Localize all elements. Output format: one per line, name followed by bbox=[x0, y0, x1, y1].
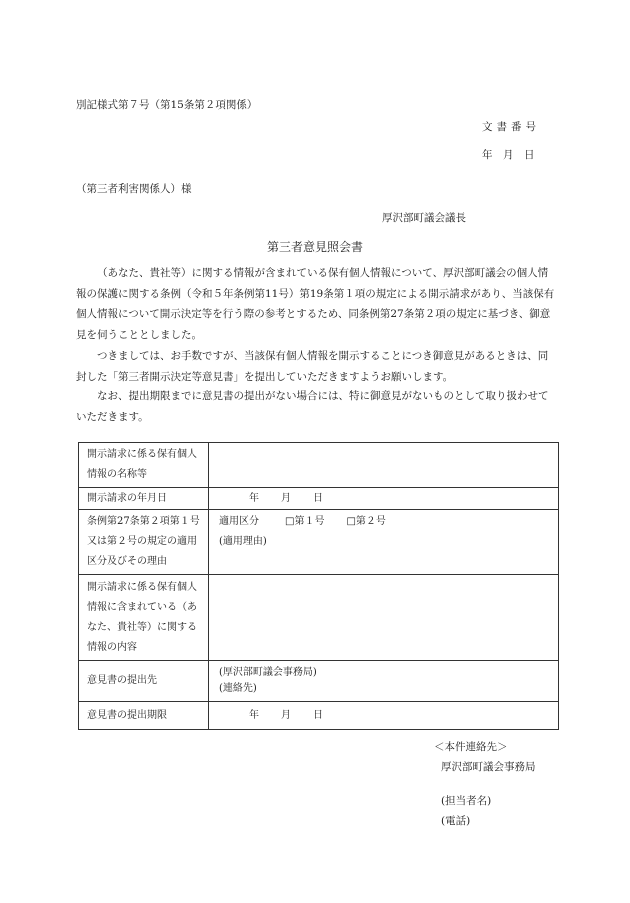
info-table bbox=[78, 442, 559, 730]
row-value-request-date bbox=[209, 488, 559, 510]
body-paragraph-3: なお、提出期限までに意見書の提出がない場合には、特に御意見がないものとして取り扱わせていただきます。 bbox=[76, 390, 549, 423]
row-value-applicable-category bbox=[209, 510, 559, 575]
contact-person: (担当者名) bbox=[441, 795, 492, 807]
row-value-submission-deadline bbox=[209, 702, 559, 730]
request-month: 月 bbox=[281, 492, 291, 504]
deadline-year: 年 bbox=[249, 709, 259, 721]
destination-office: (厚沢部町議会事務局) bbox=[219, 667, 317, 678]
body-paragraph-1: （あなた、貴社等）に関する情報が含まれている保有個人情報について、厚沢部町議会の個人情報の保護に関する条例（令和５年条例第11号）第19条第１項の規定による開示請求があり、当該保有個人情報について開示決定等を行う際の参考とするため、同条例第27条第２項の規定に基づき、御意見を伺うこととしました。 bbox=[76, 267, 555, 341]
row-label-submission-destination: 意見書の提出先 bbox=[79, 661, 209, 702]
deadline-month: 月 bbox=[281, 709, 291, 721]
document-date: 年 月 日 bbox=[482, 149, 535, 161]
request-year: 年 bbox=[249, 492, 259, 504]
row-value-submission-destination bbox=[209, 661, 559, 702]
row-label-request-date: 開示請求の年月日 bbox=[79, 488, 209, 510]
recipient: （第三者利害関係人）様 bbox=[76, 183, 192, 195]
document-number: 文書番号 bbox=[482, 121, 540, 133]
request-day: 日 bbox=[313, 492, 323, 504]
table-row bbox=[79, 575, 559, 661]
body-paragraph-2: つきましては、お手数ですが、当該保有個人情報を開示することにつき御意見があるときは、同封した「第三者開示決定等意見書」を提出していただきますようお願いします。 bbox=[76, 350, 549, 383]
row-label-applicable-category: 条例第27条第２項第１号又は第２号の規定の適用区分及びその理由 bbox=[79, 510, 209, 575]
row-value-info-name bbox=[209, 443, 559, 488]
table-row bbox=[79, 510, 559, 575]
category-option-2: □第２号 bbox=[346, 516, 386, 527]
page-title: 第三者意見照会書 bbox=[266, 240, 363, 254]
row-label-info-content: 開示請求に係る保有個人情報に含まれている（あなた、貴社等）に関する情報の内容 bbox=[79, 575, 209, 661]
category-option-1: □第１号 bbox=[285, 516, 325, 527]
destination-contact: (連絡先) bbox=[219, 683, 257, 694]
category-label: 適用区分 bbox=[219, 516, 259, 527]
row-label-submission-deadline: 意見書の提出期限 bbox=[79, 702, 209, 730]
sender: 厚沢部町議会議長 bbox=[382, 212, 466, 224]
form-identifier: 別記様式第７号（第15条第２項関係） bbox=[76, 99, 258, 111]
contact-phone: (電話) bbox=[441, 815, 471, 827]
table-row bbox=[79, 443, 559, 488]
table-row bbox=[79, 661, 559, 702]
contact-header: ＜本件連絡先＞ bbox=[434, 741, 508, 753]
contact-office: 厚沢部町議会事務局 bbox=[441, 761, 536, 773]
category-reason: (適用理由) bbox=[219, 536, 267, 547]
table-row bbox=[79, 488, 559, 510]
row-label-info-name: 開示請求に係る保有個人情報の名称等 bbox=[79, 443, 209, 488]
table-row bbox=[79, 702, 559, 730]
row-value-info-content bbox=[209, 575, 559, 661]
deadline-day: 日 bbox=[313, 709, 323, 721]
